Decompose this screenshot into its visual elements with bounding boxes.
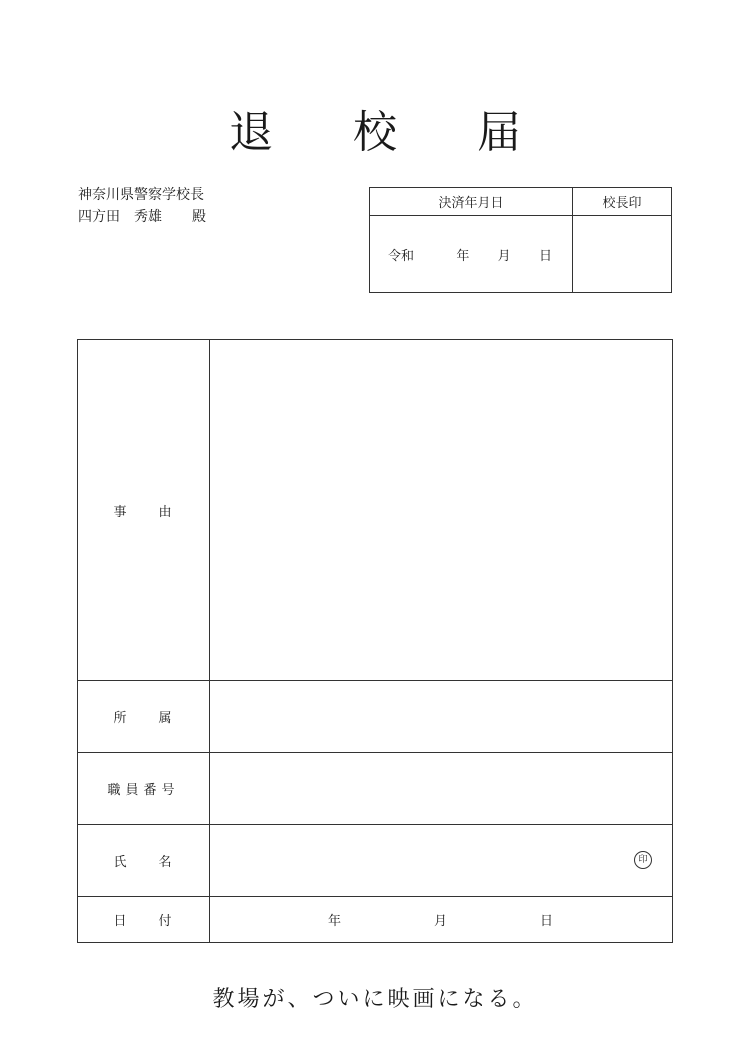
affiliation-label	[78, 681, 210, 752]
approval-month-unit: 月	[497, 248, 511, 264]
staff-number-label: 職員番号	[78, 753, 210, 824]
approval-date-line	[370, 245, 572, 264]
addressee-honorific: 殿	[192, 209, 206, 225]
reason-row	[78, 340, 672, 680]
name-row	[78, 824, 672, 896]
approval-date-header: 決済年月日	[370, 188, 572, 216]
approval-seal-column	[573, 188, 671, 292]
affiliation-row	[78, 680, 672, 752]
date-day-unit: 日	[540, 914, 554, 929]
name-label-char-2: 名	[158, 855, 174, 870]
approval-day-unit: 日	[538, 248, 552, 264]
approval-seal-header: 校長印	[573, 188, 671, 216]
name-label	[78, 825, 210, 896]
addressee-name: 四方田 秀雄	[78, 209, 162, 225]
movie-tagline: 教場が、ついに映画になる。	[212, 987, 538, 1012]
title-char-3: 届	[477, 107, 521, 158]
title-char-1: 退	[229, 107, 273, 158]
approval-year-unit: 年	[456, 248, 470, 264]
approval-seal-field[interactable]	[573, 216, 671, 292]
staff-number-field[interactable]	[210, 753, 672, 824]
date-month-unit: 月	[434, 914, 448, 929]
approval-date-field[interactable]	[370, 216, 572, 292]
approval-era: 令和	[388, 248, 415, 264]
date-units	[210, 897, 672, 942]
seal-stamp-icon: 印	[634, 851, 652, 869]
staff-number-row	[78, 752, 672, 824]
name-label-char-1: 氏	[113, 855, 129, 870]
addressee-block	[78, 184, 206, 228]
date-year-unit: 年	[328, 914, 342, 929]
date-label-char-1: 日	[113, 914, 129, 929]
addressee-name-row	[78, 206, 206, 228]
affiliation-label-char-2: 属	[158, 711, 174, 726]
document-title	[0, 96, 750, 160]
approval-date-column	[370, 188, 573, 292]
date-label	[78, 897, 210, 942]
reason-field[interactable]	[210, 340, 672, 680]
title-char-2: 校	[353, 107, 397, 158]
date-field[interactable]	[210, 897, 672, 942]
withdrawal-form-table	[77, 339, 673, 943]
reason-label	[78, 340, 210, 680]
date-row	[78, 896, 672, 942]
affiliation-label-char-1: 所	[113, 711, 129, 726]
affiliation-field[interactable]	[210, 681, 672, 752]
approval-box	[369, 187, 672, 293]
reason-label-char-2: 由	[158, 504, 174, 520]
reason-label-char-1: 事	[113, 504, 129, 520]
name-field[interactable]	[210, 825, 672, 896]
addressee-org: 神奈川県警察学校長	[78, 187, 204, 203]
date-label-char-2: 付	[158, 914, 174, 929]
